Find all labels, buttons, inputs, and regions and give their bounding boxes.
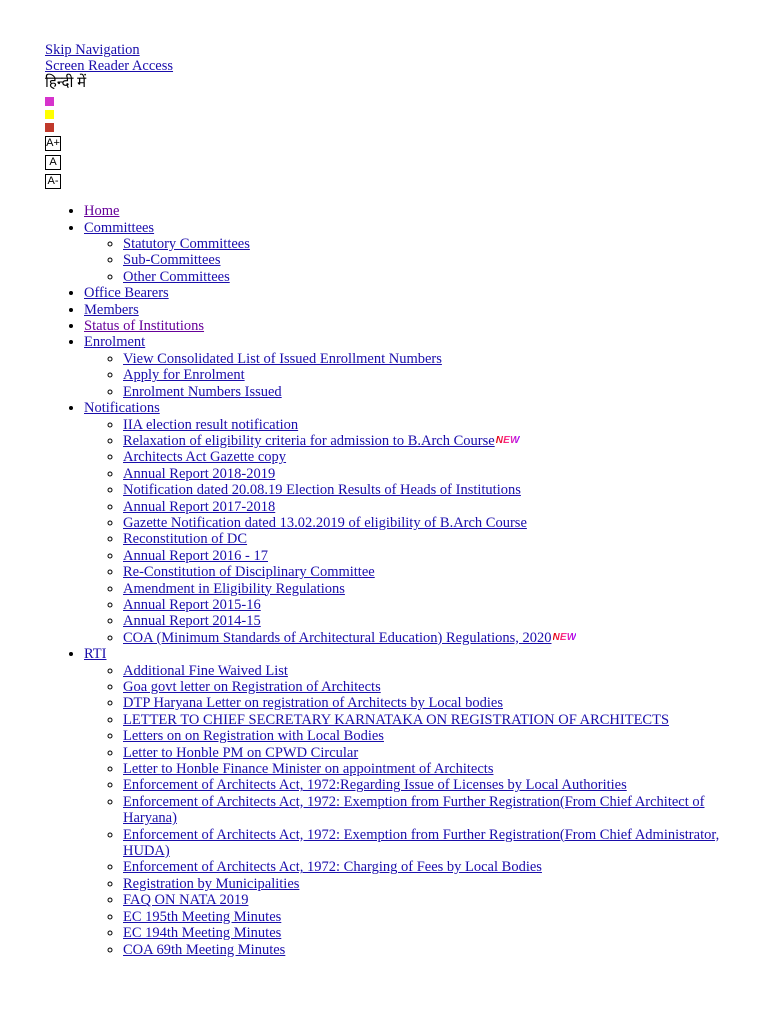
list-item	[123, 499, 745, 515]
sub-committees-link[interactable]: Sub-Committees	[123, 252, 221, 269]
rti-document-link[interactable]: Letters on on Registration with Local Bodies	[123, 728, 384, 745]
list-item	[123, 351, 745, 367]
rti-document-link[interactable]: Enforcement of Architects Act, 1972: Charging of Fees by Local Bodies	[123, 859, 542, 876]
office-bearers-link[interactable]: Office Bearers	[84, 285, 169, 302]
font-normal-button[interactable]: A	[45, 155, 61, 170]
notification-link[interactable]: Annual Report 2014-15	[123, 613, 261, 630]
rti-document-link[interactable]: Enforcement of Architects Act, 1972:Regarding Issue of Licenses by Local Authorities	[123, 777, 627, 794]
list-item	[123, 515, 745, 531]
rti-document-link[interactable]: LETTER TO CHIEF SECRETARY KARNATAKA ON REGISTRATION OF ARCHITECTS	[123, 711, 670, 728]
list-item	[123, 417, 745, 433]
page-content	[45, 42, 745, 958]
skip-navigation-link[interactable]: Skip Navigation	[45, 42, 140, 58]
new-badge-icon: NEW	[495, 434, 520, 446]
list-item	[123, 859, 745, 875]
notification-link[interactable]: Annual Report 2016 - 17	[123, 547, 268, 564]
enrolment-submenu	[84, 351, 745, 400]
screen-reader-access-link[interactable]: Screen Reader Access	[45, 58, 174, 75]
list-item	[123, 548, 745, 564]
menu-item-committees	[84, 220, 745, 286]
enrolment-sub-link[interactable]: Apply for Enrolment	[123, 367, 245, 384]
list-item	[123, 827, 745, 860]
list-item	[123, 252, 745, 268]
home-link[interactable]: Home	[84, 203, 120, 220]
notifications-link[interactable]: Notifications	[84, 400, 160, 417]
notifications-submenu	[84, 417, 745, 647]
status-of-institutions-link[interactable]: Status of Institutions	[84, 318, 205, 335]
theme-yellow-swatch[interactable]	[45, 110, 54, 119]
notification-link[interactable]: Annual Report 2017-2018	[123, 498, 276, 515]
list-item	[123, 745, 745, 761]
other-committees-link[interactable]: Other Committees	[123, 268, 230, 285]
rti-document-link[interactable]: COA 69th Meeting Minutes	[123, 941, 286, 958]
list-item	[123, 777, 745, 793]
list-item	[123, 367, 745, 383]
rti-document-link[interactable]: Registration by Municipalities	[123, 875, 300, 892]
list-item	[123, 597, 745, 613]
statutory-committees-link[interactable]: Statutory Committees	[123, 236, 250, 253]
list-item	[123, 728, 745, 744]
committees-link[interactable]: Committees	[84, 219, 155, 236]
notification-link[interactable]: COA (Minimum Standards of Architectural Education) Regulations, 2020	[123, 629, 552, 646]
list-item	[123, 942, 745, 958]
notification-link[interactable]: IIA election result notification	[123, 416, 299, 433]
rti-document-link[interactable]: Goa govt letter on Registration of Architects	[123, 679, 381, 695]
list-item	[123, 761, 745, 777]
menu-item-office-bearers	[84, 285, 745, 301]
list-item	[123, 630, 745, 646]
rti-submenu	[84, 663, 745, 958]
rti-document-link[interactable]: DTP Haryana Letter on registration of Architects by Local bodies	[123, 695, 503, 712]
list-item	[123, 663, 745, 679]
menu-item-enrolment	[84, 334, 745, 400]
menu-item-rti	[84, 646, 745, 958]
font-increase-button[interactable]: A+	[46, 137, 60, 150]
list-item	[123, 679, 745, 695]
list-item	[123, 925, 745, 941]
list-item	[123, 695, 745, 711]
list-item	[123, 269, 745, 285]
rti-link[interactable]: RTI	[84, 646, 107, 663]
list-item	[123, 433, 745, 449]
committees-submenu	[84, 236, 745, 285]
list-item	[123, 466, 745, 482]
font-decrease-button[interactable]: A-	[45, 174, 61, 189]
rti-document-link[interactable]: Additional Fine Waived List	[123, 662, 288, 679]
theme-magenta-swatch[interactable]	[45, 97, 54, 106]
enrolment-link[interactable]: Enrolment	[84, 334, 146, 351]
rti-document-link[interactable]: Letter to Honble Finance Minister on appointment of Architects	[123, 761, 494, 778]
menu-item-status	[84, 318, 745, 334]
rti-document-link[interactable]: EC 195th Meeting Minutes	[123, 908, 282, 925]
notification-link[interactable]: Annual Report 2018-2019	[123, 465, 276, 482]
notification-link[interactable]: Re-Constitution of Disciplinary Committee	[123, 564, 375, 581]
list-item	[123, 613, 745, 629]
main-menu	[45, 203, 745, 958]
list-item	[123, 892, 745, 908]
list-item	[123, 531, 745, 547]
enrolment-sub-link[interactable]: View Consolidated List of Issued Enrollment Numbers	[123, 350, 442, 367]
list-item	[123, 482, 745, 498]
menu-item-notifications	[84, 400, 745, 646]
list-item	[123, 384, 745, 400]
notification-link[interactable]: Amendment in Eligibility Regulations	[123, 580, 345, 597]
rti-document-link[interactable]: Enforcement of Architects Act, 1972: Exemption from Further Registration(From Chief Architect of Haryana)	[123, 793, 705, 827]
menu-item-members	[84, 302, 745, 318]
rti-document-link[interactable]: Enforcement of Architects Act, 1972: Exemption from Further Registration(From Chief Administrator, HUDA)	[123, 826, 720, 860]
menu-item-home	[84, 203, 745, 219]
theme-red-swatch[interactable]	[45, 123, 54, 132]
notification-link[interactable]: Architects Act Gazette copy	[123, 449, 287, 466]
list-item	[123, 909, 745, 925]
list-item	[123, 876, 745, 892]
members-link[interactable]: Members	[84, 301, 139, 318]
list-item	[123, 712, 745, 728]
new-badge-icon: NEW	[552, 631, 577, 643]
list-item	[123, 794, 745, 827]
rti-document-link[interactable]: FAQ ON NATA 2019	[123, 892, 249, 909]
hindi-language-link[interactable]: हिन्दी में	[45, 74, 87, 91]
list-item	[123, 236, 745, 252]
enrolment-sub-link[interactable]: Enrolment Numbers Issued	[123, 383, 282, 400]
notification-link[interactable]: Annual Report 2015-16	[123, 596, 261, 613]
notification-link[interactable]: Notification dated 20.08.19 Election Results of Heads of Institutions	[123, 482, 521, 499]
notification-link[interactable]: Relaxation of eligibility criteria for admission to B.Arch Course	[123, 432, 495, 449]
notification-link[interactable]: Gazette Notification dated 13.02.2019 of eligibility of B.Arch Course	[123, 514, 527, 531]
list-item	[123, 449, 745, 465]
rti-document-link[interactable]: EC 194th Meeting Minutes	[123, 925, 282, 942]
accessibility-links	[45, 42, 745, 75]
rti-document-link[interactable]: Letter to Honble PM on CPWD Circular	[123, 744, 359, 761]
list-item	[123, 581, 745, 597]
list-item	[123, 564, 745, 580]
notification-link[interactable]: Reconstitution of DC	[123, 531, 248, 548]
